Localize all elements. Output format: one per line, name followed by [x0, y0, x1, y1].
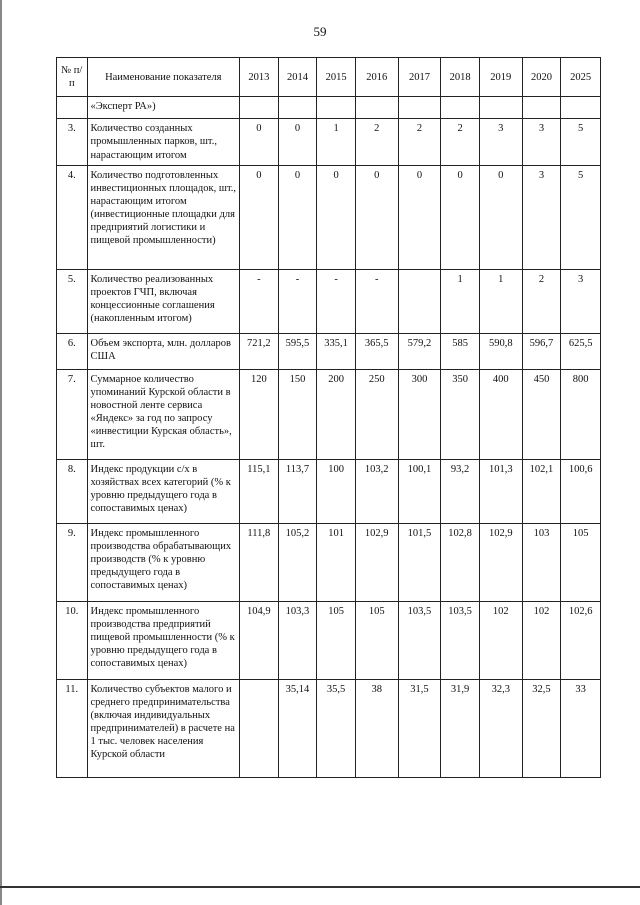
- indicator-value: 365,5: [355, 333, 398, 369]
- indicator-value: 105,2: [278, 523, 317, 601]
- indicator-value: [398, 97, 441, 119]
- indicator-value: 590,8: [479, 333, 522, 369]
- indicator-value: 103,3: [278, 601, 317, 679]
- indicator-value: 596,7: [522, 333, 561, 369]
- table-row: [57, 333, 601, 369]
- row-number: 4.: [57, 165, 88, 269]
- header-year: 2015: [317, 58, 356, 97]
- indicator-value: 2: [398, 119, 441, 165]
- indicator-value: 0: [355, 165, 398, 269]
- header-year: 2025: [561, 58, 601, 97]
- indicator-value: 93,2: [441, 459, 480, 523]
- indicator-name: Количество созданных промышленных парков, шт., нарастающим итогом: [87, 119, 240, 165]
- table-row: [57, 369, 601, 459]
- row-number: 9.: [57, 523, 88, 601]
- indicator-name: Количество реализованных проектов ГЧП, включая концессионные соглашения (накопленным итогом): [87, 269, 240, 333]
- row-number: 8.: [57, 459, 88, 523]
- header-year: 2017: [398, 58, 441, 97]
- row-number: 10.: [57, 601, 88, 679]
- table-row: [57, 679, 601, 777]
- indicator-value: 3: [479, 119, 522, 165]
- indicator-value: [317, 97, 356, 119]
- indicator-value: -: [355, 269, 398, 333]
- indicator-name: Суммарное количество упоминаний Курской области в новостной ленте сервиса «Яндекс» за год по запросу «инвестиции Курская область», шт.: [87, 369, 240, 459]
- row-number: 11.: [57, 679, 88, 777]
- indicator-name: Объем экспорта, млн. долларов США: [87, 333, 240, 369]
- indicator-value: [479, 97, 522, 119]
- table-row: [57, 97, 601, 119]
- indicator-value: [355, 97, 398, 119]
- indicator-value: 104,9: [240, 601, 279, 679]
- table-row: [57, 601, 601, 679]
- indicator-value: 0: [278, 165, 317, 269]
- indicator-value: 5: [561, 119, 601, 165]
- indicator-value: [278, 97, 317, 119]
- indicator-name: «Эксперт РА»): [87, 97, 240, 119]
- indicator-value: 33: [561, 679, 601, 777]
- indicator-value: 35,5: [317, 679, 356, 777]
- row-number: 6.: [57, 333, 88, 369]
- indicator-value: [240, 679, 279, 777]
- indicator-value: 101,3: [479, 459, 522, 523]
- indicator-value: -: [278, 269, 317, 333]
- indicator-value: 450: [522, 369, 561, 459]
- table-row: [57, 165, 601, 269]
- indicator-value: 102: [522, 601, 561, 679]
- indicator-value: 2: [522, 269, 561, 333]
- indicator-value: 102,9: [479, 523, 522, 601]
- row-number: [57, 97, 88, 119]
- indicator-value: [522, 97, 561, 119]
- indicator-value: 31,5: [398, 679, 441, 777]
- indicator-value: 625,5: [561, 333, 601, 369]
- indicator-value: 115,1: [240, 459, 279, 523]
- row-number: 7.: [57, 369, 88, 459]
- row-number: 5.: [57, 269, 88, 333]
- indicator-value: 1: [441, 269, 480, 333]
- indicator-value: 2: [441, 119, 480, 165]
- indicator-value: 0: [240, 165, 279, 269]
- indicator-value: 31,9: [441, 679, 480, 777]
- header-row-number: № п/п: [57, 58, 88, 97]
- header-year: 2016: [355, 58, 398, 97]
- indicator-value: -: [240, 269, 279, 333]
- header-year: 2020: [522, 58, 561, 97]
- indicator-value: 102,8: [441, 523, 480, 601]
- indicator-value: 100: [317, 459, 356, 523]
- table-row: [57, 459, 601, 523]
- header-indicator-name: Наименование показателя: [87, 58, 240, 97]
- indicator-value: 300: [398, 369, 441, 459]
- indicator-name: Количество субъектов малого и среднего предпринимательства (включая индивидуальных предпринимателей) в расчете на 1 тыс. человек населения Курской области: [87, 679, 240, 777]
- indicator-value: 3: [522, 165, 561, 269]
- indicator-value: 800: [561, 369, 601, 459]
- indicator-name: Индекс продукции с/х в хозяйствах всех категорий (% к уровню предыдущего года в сопоставимых ценах): [87, 459, 240, 523]
- header-row: [57, 58, 601, 97]
- indicator-value: 335,1: [317, 333, 356, 369]
- indicator-value: 100,6: [561, 459, 601, 523]
- indicator-value: 2: [355, 119, 398, 165]
- indicator-value: 0: [240, 119, 279, 165]
- indicator-value: 102: [479, 601, 522, 679]
- indicator-value: 1: [479, 269, 522, 333]
- header-year: 2014: [278, 58, 317, 97]
- indicator-value: 0: [479, 165, 522, 269]
- table-row: [57, 523, 601, 601]
- indicator-value: [441, 97, 480, 119]
- indicator-value: [398, 269, 441, 333]
- indicator-value: 0: [398, 165, 441, 269]
- indicator-value: 102,9: [355, 523, 398, 601]
- header-year: 2019: [479, 58, 522, 97]
- indicator-name: Количество подготовленных инвестиционных площадок, шт., нарастающим итогом (инвестиционные площадки для предприятий логистики и пищевой промышленности): [87, 165, 240, 269]
- indicator-value: 102,1: [522, 459, 561, 523]
- header-year: 2013: [240, 58, 279, 97]
- indicator-value: 5: [561, 165, 601, 269]
- indicators-table: [56, 57, 601, 778]
- row-number: 3.: [57, 119, 88, 165]
- indicator-value: 105: [561, 523, 601, 601]
- indicator-value: 120: [240, 369, 279, 459]
- indicator-value: 579,2: [398, 333, 441, 369]
- indicator-value: 113,7: [278, 459, 317, 523]
- indicator-value: 32,5: [522, 679, 561, 777]
- indicator-value: [240, 97, 279, 119]
- indicator-name: Индекс промышленного производства обрабатывающих производств (% к уровню предыдущего года в сопоставимых ценах): [87, 523, 240, 601]
- indicator-value: 100,1: [398, 459, 441, 523]
- page-bottom-rule: [0, 886, 640, 888]
- indicator-value: 0: [278, 119, 317, 165]
- indicator-value: 400: [479, 369, 522, 459]
- indicator-value: 250: [355, 369, 398, 459]
- table-row: [57, 119, 601, 165]
- indicator-value: 103,5: [441, 601, 480, 679]
- indicator-value: 350: [441, 369, 480, 459]
- indicator-value: 105: [317, 601, 356, 679]
- indicator-value: 0: [441, 165, 480, 269]
- indicator-value: 111,8: [240, 523, 279, 601]
- indicator-value: 102,6: [561, 601, 601, 679]
- indicator-value: 3: [561, 269, 601, 333]
- indicator-value: 101: [317, 523, 356, 601]
- indicator-value: 200: [317, 369, 356, 459]
- indicator-value: 595,5: [278, 333, 317, 369]
- indicator-value: 3: [522, 119, 561, 165]
- indicator-value: 103,5: [398, 601, 441, 679]
- indicator-value: 35,14: [278, 679, 317, 777]
- indicator-value: 1: [317, 119, 356, 165]
- table-row: [57, 269, 601, 333]
- indicator-value: 721,2: [240, 333, 279, 369]
- indicator-value: 103,2: [355, 459, 398, 523]
- indicator-value: [561, 97, 601, 119]
- indicator-value: 103: [522, 523, 561, 601]
- indicator-value: 585: [441, 333, 480, 369]
- indicator-value: 0: [317, 165, 356, 269]
- header-year: 2018: [441, 58, 480, 97]
- indicator-name: Индекс промышленного производства предприятий пищевой промышленности (% к уровню предыдущего года в сопоставимых ценах): [87, 601, 240, 679]
- indicator-value: 101,5: [398, 523, 441, 601]
- page-left-edge: [0, 0, 2, 905]
- indicator-value: -: [317, 269, 356, 333]
- indicator-value: 32,3: [479, 679, 522, 777]
- indicator-value: 150: [278, 369, 317, 459]
- indicator-value: 105: [355, 601, 398, 679]
- indicator-value: 38: [355, 679, 398, 777]
- table-body: [57, 97, 601, 777]
- page-number: 59: [313, 24, 327, 39]
